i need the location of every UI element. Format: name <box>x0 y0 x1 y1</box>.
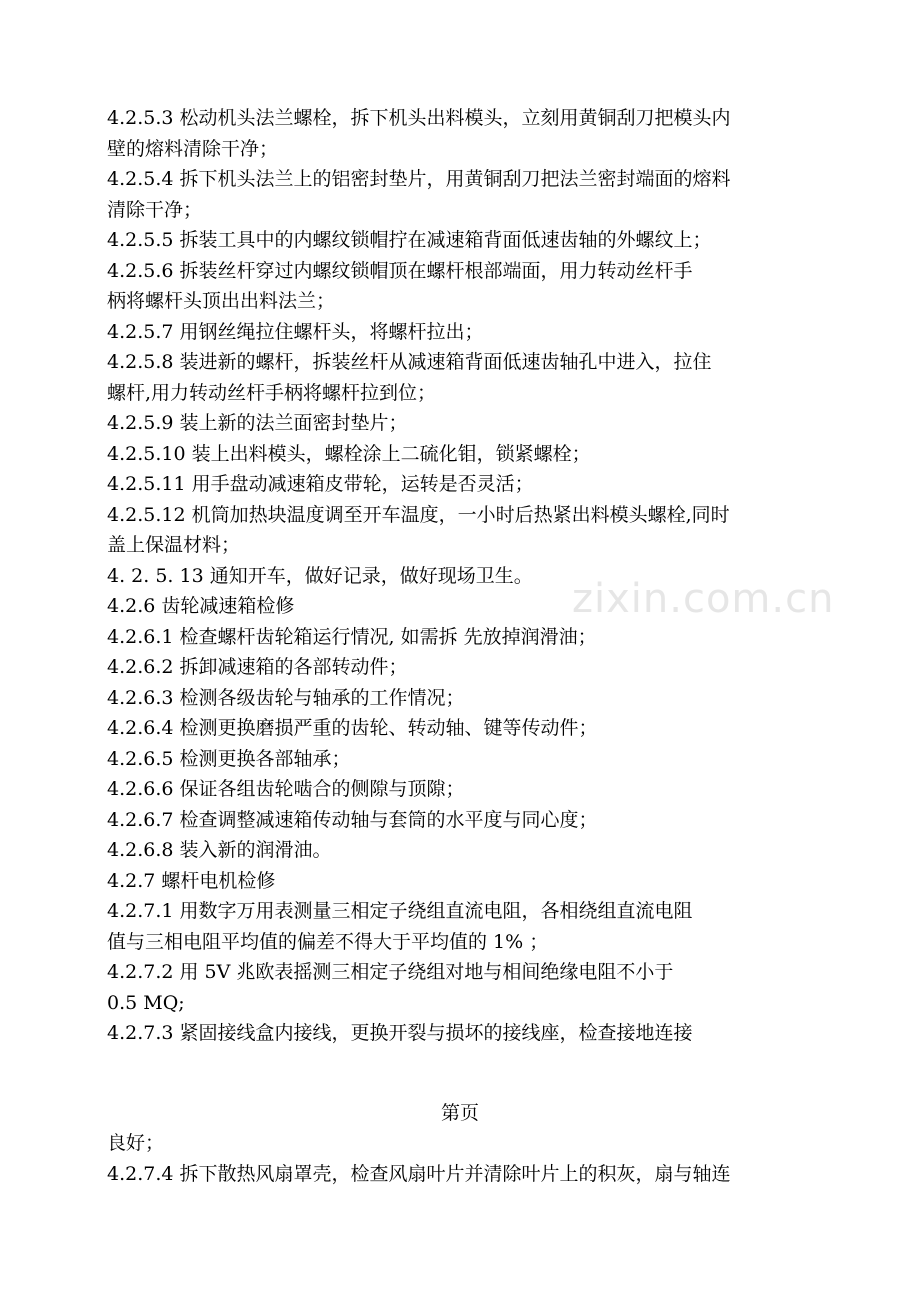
text-line: 4.2.6.4 检测更换磨损严重的齿轮、转动轴、键等传动件； <box>107 717 598 739</box>
text-line: 4.2.6.3 检测各级齿轮与轴承的工作情况； <box>107 686 465 709</box>
body-text-bottom <box>107 1128 852 1189</box>
text-line: 壁的熔料清除干净； <box>107 137 279 160</box>
text-line: 4.2.6.1 检查螺杆齿轮箱运行情况, 如需拆 先放掉润滑油； <box>107 625 597 648</box>
watermark: zixin.com.cn <box>572 576 835 622</box>
text-line: 4.2.7.1 用数字万用表测量三相定子绕组直流电阻，各相绕组直流电阻 <box>107 900 693 922</box>
section-heading: 4.2.6 齿轮减速箱检修 <box>107 595 295 617</box>
text-line: 4.2.6.2 拆卸减速箱的各部转动件； <box>107 656 408 678</box>
text-line: 4.2.6.5 检测更换各部轴承； <box>107 747 351 770</box>
text-line: 4.2.5.12 机筒加热块温度调至开车温度，一小时后热紧出料模头螺栓,同时 <box>107 503 730 526</box>
text-line: 4.2.7.3 紧固接线盒内接线，更换开裂与损坏的接线座，检查接地连接 <box>107 1022 693 1044</box>
text-line: 盖上保温材料； <box>107 534 241 556</box>
text-line: 良好； <box>107 1132 165 1154</box>
text-line: 柄将螺杆头顶出出料法兰； <box>107 290 336 312</box>
text-line: 螺杆,用力转动丝杆手柄将螺杆拉到位； <box>107 381 437 404</box>
text-line: 4.2.6.6 保证各组齿轮啮合的侧隙与顶隙； <box>107 778 465 800</box>
text-line: 4.2.5.4 拆下机头法兰上的铝密封垫片，用黄铜刮刀把法兰密封端面的熔料 <box>107 168 731 190</box>
text-line: 4.2.7.4 拆下散热风扇罩壳，检查风扇叶片并清除叶片上的积灰，扇与轴连 <box>107 1162 731 1185</box>
text-line: 4.2.5.6 拆装丝杆穿过内螺纹锁帽顶在螺杆根部端面，用力转动丝杆手 <box>107 259 693 282</box>
text-line: 4.2.7.2 用 5V 兆欧表摇测三相定子绕组对地与相间绝缘电阻不小于 <box>107 961 674 983</box>
text-line: 4.2.5.3 松动机头法兰螺栓，拆下机头出料模头，立刻用黄铜刮刀把模头内 <box>107 107 731 129</box>
text-line: 4.2.6.8 装入新的润滑油。 <box>107 839 332 861</box>
text-line: 4.2.6.7 检查调整减速箱传动轴与套筒的水平度与同心度； <box>107 808 598 831</box>
text-line: 4.2.5.10 装上出料模头，螺栓涂上二硫化钼，锁紧螺栓； <box>107 442 591 465</box>
body-text-top <box>107 103 852 1049</box>
text-line: 清除干净； <box>107 198 203 221</box>
text-line: 4.2.5.7 用钢丝绳拉住螺杆头，将螺杆拉出； <box>107 320 484 343</box>
text-line: 4.2.5.5 拆装工具中的内螺纹锁帽拧在减速箱背面低速齿轴的外螺纹上； <box>107 229 712 251</box>
text-line: 4.2.5.11 用手盘动减速箱皮带轮，运转是否灵活； <box>107 473 534 495</box>
text-line: 0.5 MQ; <box>107 991 185 1014</box>
text-line: 值与三相电阻平均值的偏差不得大于平均值的 1% ； <box>107 930 549 953</box>
text-line: 4.2.5.9 装上新的法兰面密封垫片； <box>107 412 408 434</box>
text-line: 4. 2. 5. 13 通知开车，做好记录，做好现场卫生。 <box>107 564 533 587</box>
section-heading: 4.2.7 螺杆电机检修 <box>107 869 276 892</box>
text-line: 4.2.5.8 装进新的螺杆，拆装丝杆从减速箱背面低速齿轴孔中进入，拉住 <box>107 351 712 373</box>
page-number-label: 第页 <box>440 1102 479 1124</box>
